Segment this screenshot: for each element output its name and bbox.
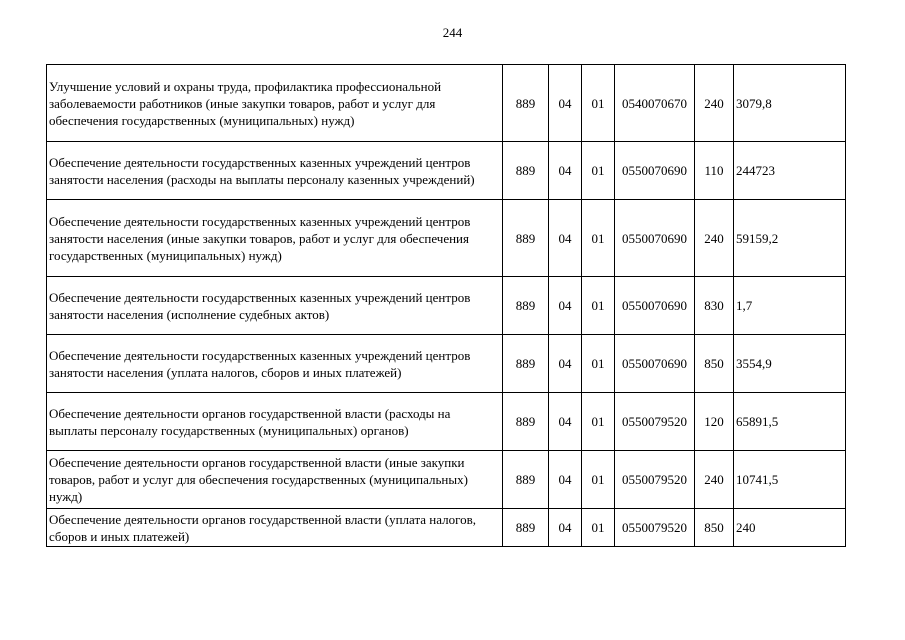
row-subsection-code: 01	[582, 200, 615, 277]
row-ministry-code: 889	[503, 393, 549, 451]
table-row	[47, 65, 846, 142]
row-subsection-code: 01	[582, 451, 615, 509]
row-subsection-code: 01	[582, 142, 615, 200]
row-target-article: 0550070690	[615, 335, 695, 393]
row-expense-type: 830	[695, 277, 734, 335]
row-target-article: 0550070690	[615, 142, 695, 200]
row-ministry-code: 889	[503, 277, 549, 335]
row-ministry-code: 889	[503, 335, 549, 393]
row-section-code: 04	[549, 277, 582, 335]
row-section-code: 04	[549, 142, 582, 200]
table-row	[47, 451, 846, 509]
row-section-code: 04	[549, 393, 582, 451]
row-expense-type: 850	[695, 509, 734, 547]
row-description: Обеспечение деятельности государственных казенных учреждений центров занятости населения (исполнение судебных актов)	[47, 277, 503, 335]
row-description: Обеспечение деятельности государственных казенных учреждений центров занятости населения (уплата налогов, сборов и иных платежей)	[47, 335, 503, 393]
row-target-article: 0550070690	[615, 200, 695, 277]
row-subsection-code: 01	[582, 335, 615, 393]
table-row	[47, 509, 846, 547]
row-target-article: 0550079520	[615, 393, 695, 451]
row-ministry-code: 889	[503, 65, 549, 142]
row-section-code: 04	[549, 509, 582, 547]
row-target-article: 0540070670	[615, 65, 695, 142]
row-section-code: 04	[549, 200, 582, 277]
row-ministry-code: 889	[503, 451, 549, 509]
row-ministry-code: 889	[503, 142, 549, 200]
table-row	[47, 335, 846, 393]
row-expense-type: 120	[695, 393, 734, 451]
row-amount: 3554,9	[734, 335, 846, 393]
row-description: Улучшение условий и охраны труда, профилактика профессиональной заболеваемости работников (иные закупки товаров, работ и услуг для обеспечения государственных (муниципальных) нужд)	[47, 65, 503, 142]
row-description: Обеспечение деятельности органов государственной власти (иные закупки товаров, работ и услуг для обеспечения государственных (муниципальных) нужд)	[47, 451, 503, 509]
row-amount: 59159,2	[734, 200, 846, 277]
row-subsection-code: 01	[582, 393, 615, 451]
row-subsection-code: 01	[582, 509, 615, 547]
table-row	[47, 142, 846, 200]
row-description: Обеспечение деятельности государственных казенных учреждений центров занятости населения (иные закупки товаров, работ и услуг для обеспечения государственных (муниципальных) нужд)	[47, 200, 503, 277]
row-expense-type: 240	[695, 200, 734, 277]
row-section-code: 04	[549, 335, 582, 393]
row-ministry-code: 889	[503, 509, 549, 547]
row-amount: 1,7	[734, 277, 846, 335]
row-ministry-code: 889	[503, 200, 549, 277]
row-target-article: 0550070690	[615, 277, 695, 335]
row-expense-type: 240	[695, 451, 734, 509]
row-expense-type: 850	[695, 335, 734, 393]
row-subsection-code: 01	[582, 65, 615, 142]
budget-table	[46, 64, 846, 547]
row-subsection-code: 01	[582, 277, 615, 335]
row-amount: 240	[734, 509, 846, 547]
row-description: Обеспечение деятельности государственных казенных учреждений центров занятости населения (расходы на выплаты персоналу казенных учреждений)	[47, 142, 503, 200]
table-row	[47, 200, 846, 277]
row-description: Обеспечение деятельности органов государственной власти (расходы на выплаты персоналу государственных (муниципальных) органов)	[47, 393, 503, 451]
row-amount: 3079,8	[734, 65, 846, 142]
row-amount: 244723	[734, 142, 846, 200]
table-row	[47, 393, 846, 451]
row-target-article: 0550079520	[615, 451, 695, 509]
row-expense-type: 110	[695, 142, 734, 200]
row-section-code: 04	[549, 451, 582, 509]
table-row	[47, 277, 846, 335]
row-section-code: 04	[549, 65, 582, 142]
row-description: Обеспечение деятельности органов государственной власти (уплата налогов, сборов и иных платежей)	[47, 509, 503, 547]
page-number: 244	[442, 25, 463, 40]
row-expense-type: 240	[695, 65, 734, 142]
row-target-article: 0550079520	[615, 509, 695, 547]
row-amount: 65891,5	[734, 393, 846, 451]
row-amount: 10741,5	[734, 451, 846, 509]
